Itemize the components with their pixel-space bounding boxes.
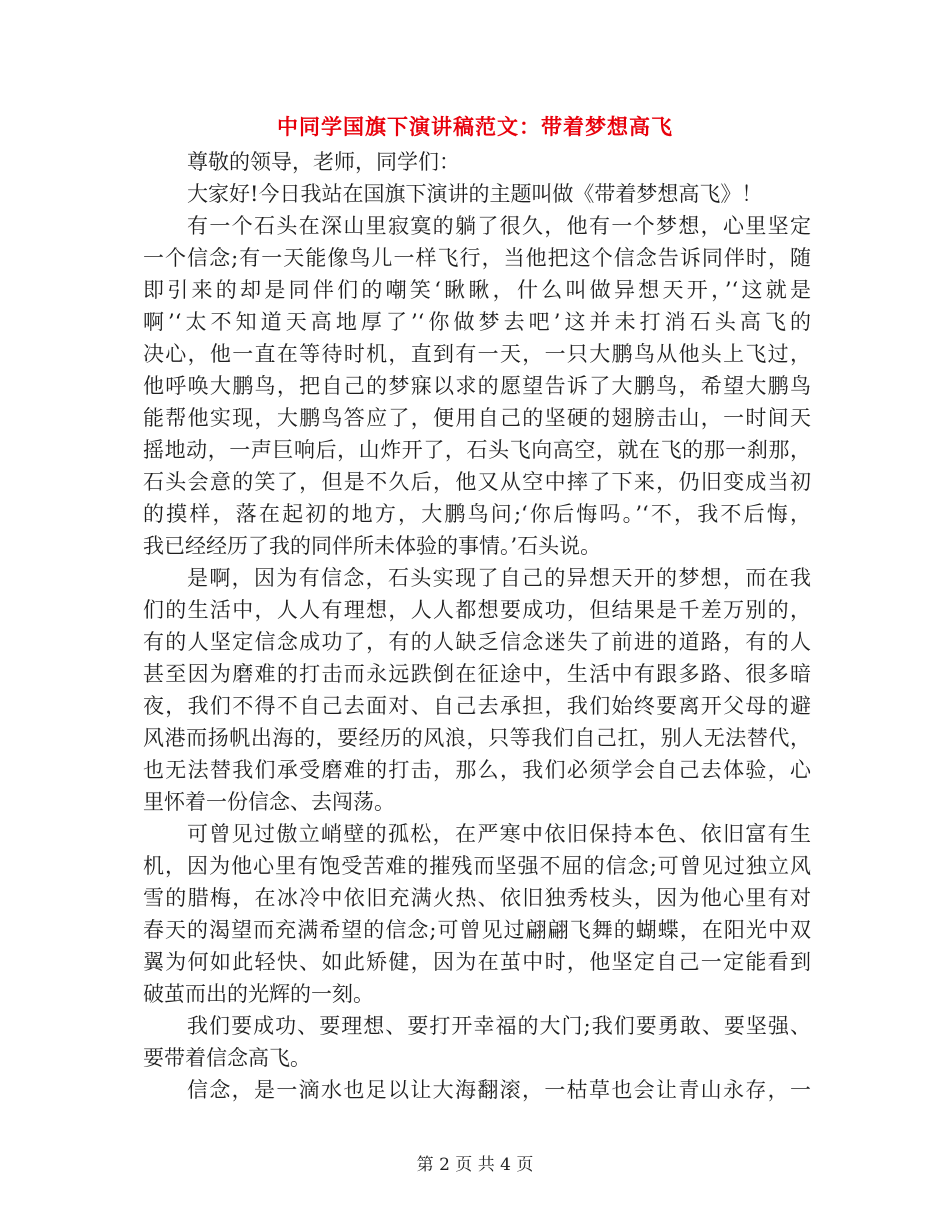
text-line: 也无法替我们承受磨难的打击，那么，我们必须学会自己去体验，心	[143, 758, 811, 782]
text-line: 我已经经历了我的同伴所未体验的事情。’石头说。	[143, 534, 602, 558]
page-footer: 第 2 页 共 4 页	[416, 1155, 534, 1175]
text-line: 雪的腊梅，在冰冷中依旧充满火热、依旧独秀枝头，因为他心里有对	[143, 886, 811, 910]
text-line: 大家好!今日我站在国旗下演讲的主题叫做《带着梦想高飞》！	[187, 182, 763, 206]
text-line: 夜，我们不得不自己去面对、自己去承担，我们始终要离开父母的避	[143, 694, 811, 718]
text-line: 摇地动，一声巨响后，山炸开了，石头飞向高空，就在飞的那一刹那，	[143, 438, 811, 462]
text-line: 要带着信念高飞。	[143, 1046, 311, 1070]
text-line: 石头会意的笑了，但是不久后，他又从空中摔了下来，仍旧变成当初	[143, 470, 811, 494]
text-line: 的摸样，落在起初的地方，大鹏鸟问;‘你后悔吗。’‘不，我不后悔，	[143, 502, 811, 526]
text-line: 我们要成功、要理想、要打开幸福的大门;我们要勇敢、要坚强、	[187, 1014, 811, 1038]
text-line: 们的生活中，人人有理想，人人都想要成功，但结果是千差万别的，	[143, 598, 811, 622]
document-title: 中同学国旗下演讲稿范文：带着梦想高飞	[277, 114, 673, 139]
text-line: 风港而扬帆出海的，要经历的风浪，只等我们自己扛，别人无法替代，	[143, 726, 811, 750]
text-line: 里怀着一份信念、去闯荡。	[143, 790, 395, 814]
text-line: 信念，是一滴水也足以让大海翻滚，一枯草也会让青山永存，一	[187, 1078, 811, 1102]
text-line: 决心，他一直在等待时机，直到有一天，一只大鹏鸟从他头上飞过，	[143, 342, 811, 366]
text-line: 他呼唤大鹏鸟，把自己的梦寐以求的愿望告诉了大鹏鸟，希望大鹏鸟	[143, 374, 811, 398]
text-line: 即引来的却是同伴们的嘲笑‘瞅瞅，什么叫做异想天开，’‘这就是	[143, 278, 811, 302]
document-body	[143, 146, 811, 1106]
text-line: 尊敬的领导，老师，同学们：	[187, 150, 460, 174]
text-line: 可曾见过傲立峭壁的孤松，在严寒中依旧保持本色、依旧富有生	[187, 822, 811, 846]
text-line: 甚至因为磨难的打击而永远跌倒在征途中，生活中有跟多路、很多暗	[143, 662, 811, 686]
text-line: 春天的渴望而充满希望的信念;可曾见过翩翩飞舞的蝴蝶，在阳光中双	[143, 918, 811, 942]
text-line: 一个信念;有一天能像鸟儿一样飞行，当他把这个信念告诉同伴时，随	[143, 246, 811, 270]
text-line: 啊’‘太不知道天高地厚了’‘你做梦去吧’这并未打消石头高飞的	[143, 310, 811, 334]
text-line: 有的人坚定信念成功了，有的人缺乏信念迷失了前进的道路，有的人	[143, 630, 811, 654]
text-line: 能帮他实现，大鹏鸟答应了，便用自己的坚硬的翅膀击山，一时间天	[143, 406, 811, 430]
text-line: 有一个石头在深山里寂寞的躺了很久，他有一个梦想，心里坚定	[187, 214, 811, 238]
text-line: 机，因为他心里有饱受苦难的摧残而坚强不屈的信念;可曾见过独立风	[143, 854, 811, 878]
text-line: 破茧而出的光辉的一刻。	[143, 982, 374, 1006]
text-line: 翼为何如此轻快、如此矫健，因为在茧中时，他坚定自己一定能看到	[143, 950, 811, 974]
text-line: 是啊，因为有信念，石头实现了自己的异想天开的梦想，而在我	[187, 566, 811, 590]
